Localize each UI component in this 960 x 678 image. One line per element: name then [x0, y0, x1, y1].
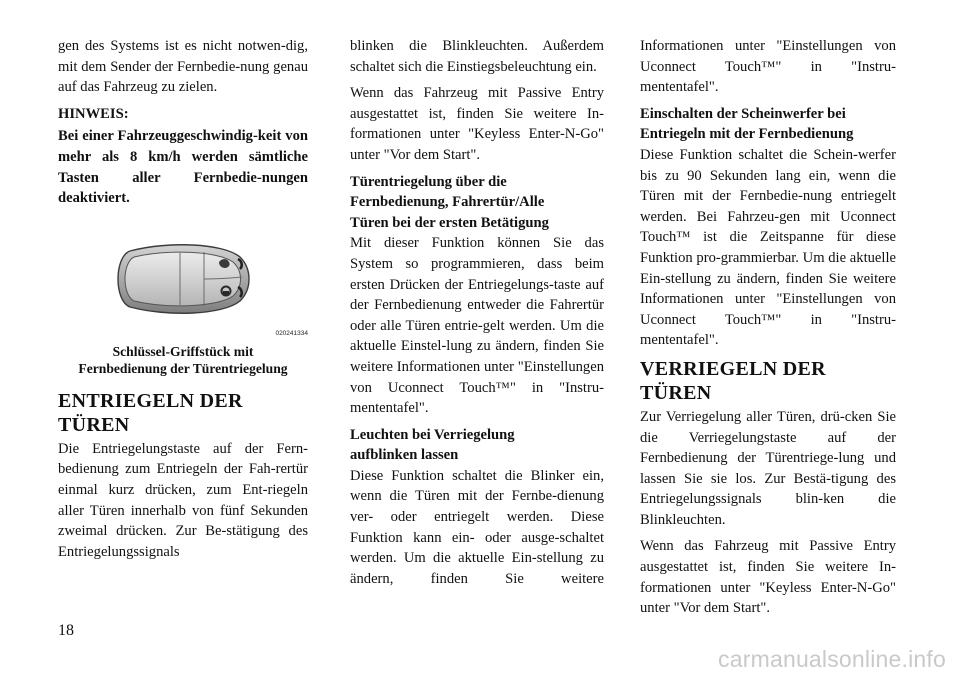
figure-caption: [58, 343, 308, 377]
page-number: 18: [58, 622, 74, 639]
subheading: Fernbedienung, Fahrertür/Alle: [350, 194, 545, 211]
note-label: HINWEIS:: [58, 105, 129, 122]
section-heading: ENTRIEGELN DER TÜREN: [58, 389, 243, 436]
paragraph: Zur Verriegelung aller Türen, drü-cken Sie die Verriegelungstaste auf der Fernbedienung der Türentriege-lung und lassen Sie sie los. Zur Bestä-tigung des Entriegelungssignals blin-ken die Blinkleuchten.: [640, 408, 896, 528]
note-text: Bei einer Fahrzeuggeschwindig-keit von mehr als 8 km/h werden sämtliche Tasten aller Fernbedie-nungen deaktiviert.: [58, 128, 308, 207]
paragraph: blinken die Blinkleuchten. Außerdem schaltet sich die Einstiegsbeleuchtung ein.: [350, 38, 604, 75]
paragraph: Diese Funktion schaltet die Blinker ein, wenn die Türen mit der Fernbe-dienung ver- oder entriegelt werden. Diese Funktion kann ein- oder ausge-schaltet werden. Um die aktuelle Ein-stellung zu ändern, finden Sie weitere: [350, 467, 604, 587]
key-fob-illustration: [58, 229, 308, 339]
watermark: carmanualsonline.info: [718, 646, 946, 672]
column-right: [640, 36, 896, 625]
figure-code: 020241334: [275, 329, 308, 337]
paragraph: gen des Systems ist es nicht notwen-dig, mit dem Sender der Fernbedie-nung genau auf das Fahrzeug zu zielen.: [58, 38, 308, 96]
subheading: Entriegeln mit der Fernbedienung: [640, 126, 854, 143]
subheading: Türen bei der ersten Betätigung: [350, 214, 549, 231]
subheading: aufblinken lassen: [350, 447, 459, 464]
paragraph: Informationen unter "Einstellungen von Uconnect Touch™" in "Instru-mententafel".: [640, 38, 896, 96]
section-heading: VERRIEGELN DER TÜREN: [640, 357, 826, 404]
paragraph: Diese Funktion schaltet die Schein-werfer bis zu 90 Sekunden lang ein, wenn die Türen mit der Fernbedie-nung entriegelt werden. Bei Fahrzeu-gen mit Uconnect Touch™ ist die Zeitspanne für diese Funktion pro-grammierbar. Um die aktuelle Ein-stellung zu ändern, finden Sie weitere Informationen unter "Einstellungen von Uconnect Touch™" in "Instru-mententafel".: [640, 146, 896, 349]
paragraph: Wenn das Fahrzeug mit Passive Entry ausgestattet ist, finden Sie weitere In-formationen unter "Keyless Enter-N-Go" unter "Vor dem Start".: [640, 538, 896, 617]
caption-line: Schlüssel-Griffstück mit: [112, 343, 254, 359]
subheading: Türentriegelung über die: [350, 173, 507, 190]
caption-line: Fernbedienung der Türentriegelung: [78, 360, 288, 376]
column-left: [58, 36, 308, 568]
paragraph: Mit dieser Funktion können Sie das System so programmieren, dass beim ersten Drücken der Entriegelungs-taste auf der Fernbedienung entweder die Fahrertür oder alle Türen entrie-gelt werden. Um die aktuelle Einstel-lung zu ändern, finden Sie weitere Informationen unter "Einstellungen von Uconnect Touch™" in "Instru-mententafel".: [350, 235, 604, 417]
subheading: Leuchten bei Verriegelung: [350, 426, 515, 443]
column-middle: [350, 36, 604, 595]
subheading: Einschalten der Scheinwerfer bei: [640, 105, 846, 122]
paragraph: Wenn das Fahrzeug mit Passive Entry ausgestattet ist, finden Sie weitere In-formationen unter "Keyless Enter-N-Go" unter "Vor dem Start".: [350, 85, 604, 163]
key-fob-figure: [58, 229, 308, 339]
paragraph: Die Entriegelungstaste auf der Fern-bedienung zum Entriegeln der Fah-rertür einmal kurz drücken, zum Ent-riegeln aller Türen innerhalb von fünf Sekunden zweimal drücken. Zur Be-stätigung des Entriegelungssignals: [58, 440, 308, 560]
